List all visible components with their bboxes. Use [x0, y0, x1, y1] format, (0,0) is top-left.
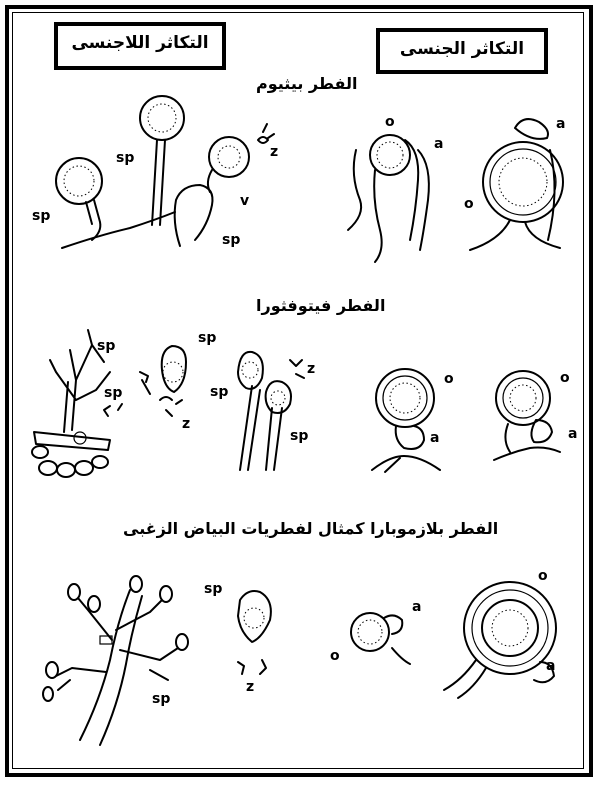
- label-o-5: o: [330, 648, 340, 664]
- label-sp-5: sp: [104, 385, 123, 401]
- label-sp-10: sp: [204, 581, 223, 597]
- plasmopara-sexual-drawing: [351, 582, 556, 698]
- label-a-6: a: [546, 658, 556, 674]
- label-a-4: a: [568, 426, 578, 442]
- label-a-5: a: [412, 599, 422, 615]
- phytophthora-asexual-drawing: [32, 330, 304, 477]
- label-o-6: o: [538, 568, 548, 584]
- label-o-2: o: [464, 196, 474, 212]
- label-sp-6: sp: [198, 330, 217, 346]
- label-v-1: v: [240, 193, 250, 209]
- pythium-asexual-drawing: [56, 96, 274, 248]
- label-z-4: z: [246, 679, 255, 695]
- label-sp-1: sp: [116, 150, 135, 166]
- label-sp-9: sp: [152, 691, 171, 707]
- sexual-header: التكاثر الجنسى: [399, 39, 525, 59]
- label-a-2: a: [556, 116, 566, 132]
- label-o-1: o: [385, 114, 395, 130]
- label-o-3: o: [444, 371, 454, 387]
- label-sp-2: sp: [32, 208, 51, 224]
- label-z-1: z: [270, 144, 279, 160]
- pythium-sexual-drawing: [348, 119, 563, 262]
- label-o-4: o: [560, 370, 570, 386]
- label-a-3: a: [430, 430, 440, 446]
- section-title-phytophthora: الفطر فيتوفثورا: [256, 296, 386, 315]
- label-sp-3: sp: [222, 232, 241, 248]
- label-z-3: z: [307, 361, 316, 377]
- label-a-1: a: [434, 136, 444, 152]
- label-sp-8: sp: [290, 428, 309, 444]
- plasmopara-asexual-drawing: [43, 576, 271, 745]
- section-title-plasmopara: الفطر بلازموبارا كمثال لفطريات البياض الزغبى: [123, 519, 499, 538]
- label-sp-4: sp: [97, 338, 116, 354]
- phytophthora-sexual-drawing: [372, 369, 560, 472]
- asexual-header: التكاثر اللاجنسى: [71, 33, 209, 53]
- section-title-pythium: الفطر بيثيوم: [256, 74, 358, 93]
- label-sp-7: sp: [210, 384, 229, 400]
- label-z-2: z: [182, 416, 191, 432]
